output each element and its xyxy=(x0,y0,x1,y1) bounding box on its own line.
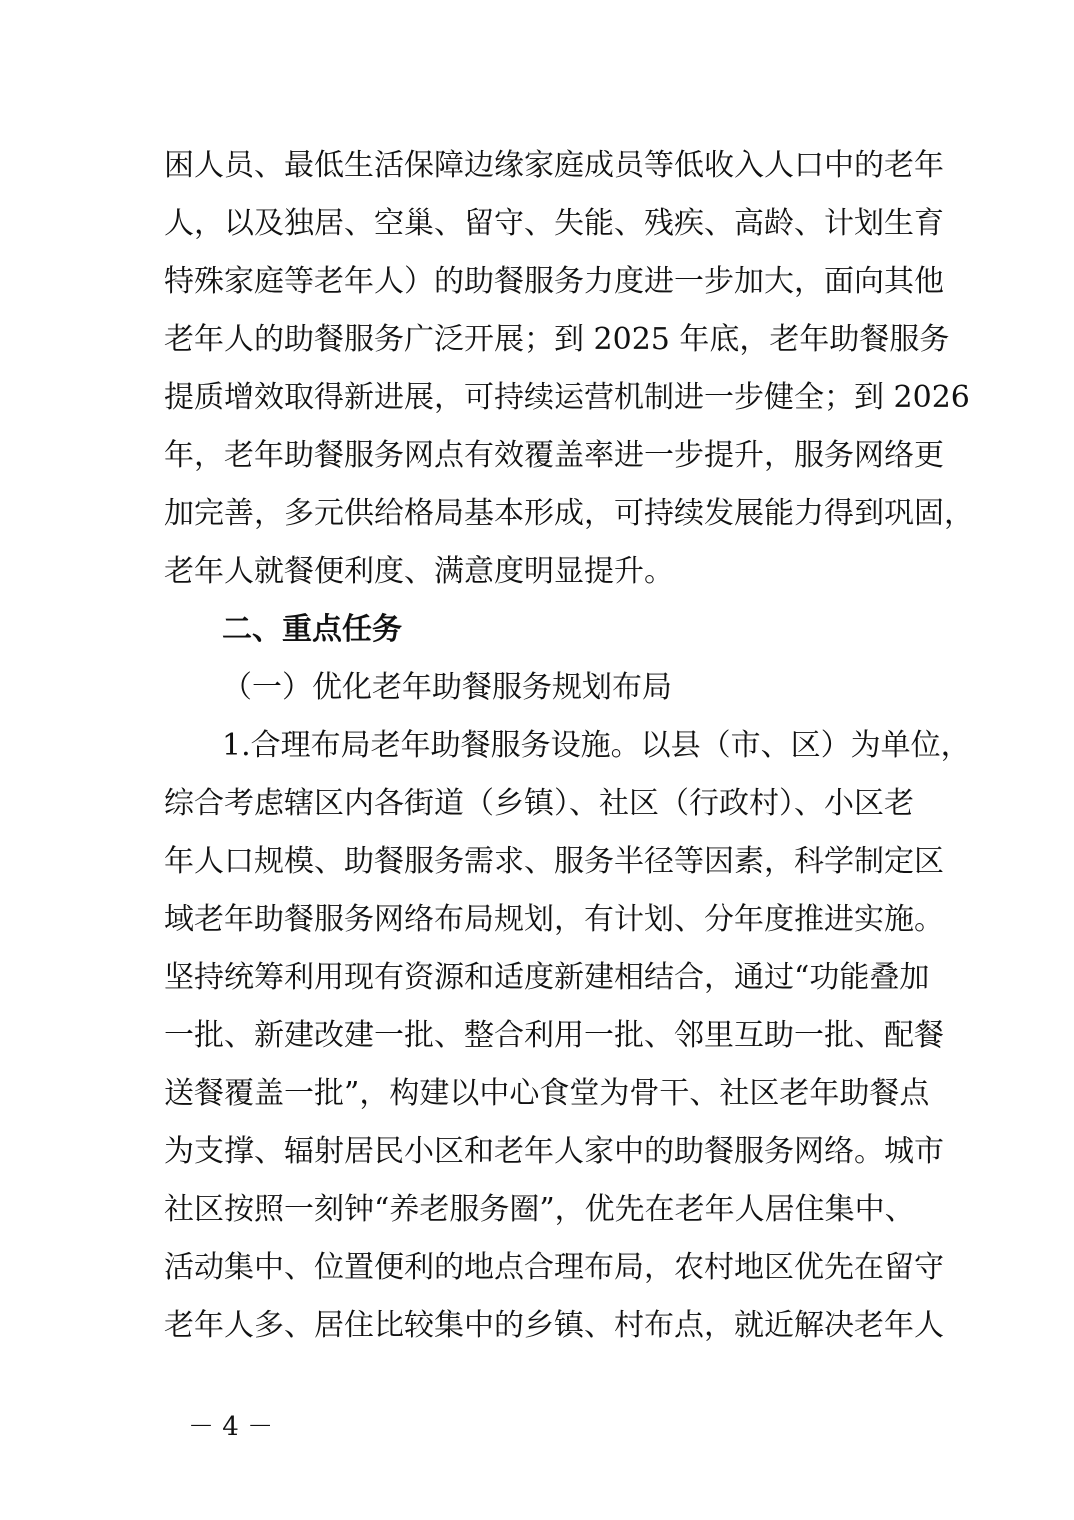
paragraph-line: 社区按照一刻钟“养老服务圈”，优先在老年人居住集中、 xyxy=(164,1192,915,1227)
paragraph-line: 人，以及独居、空巢、留守、失能、残疾、高龄、计划生育 xyxy=(164,206,944,241)
paragraph-line: 特殊家庭等老年人）的助餐服务力度进一步加大，面向其他 xyxy=(164,264,944,299)
paragraph-line: 坚持统筹利用现有资源和适度新建相结合，通过“功能叠加 xyxy=(164,960,930,995)
paragraph-line: 年，老年助餐服务网点有效覆盖率进一步提升，服务网络更 xyxy=(164,438,944,473)
paragraph-line: 年人口规模、助餐服务需求、服务半径等因素，科学制定区 xyxy=(164,844,944,879)
paragraph-line: 困人员、最低生活保障边缘家庭成员等低收入人口中的老年 xyxy=(164,148,944,183)
subsection-heading: （一）优化老年助餐服务规划布局 xyxy=(222,670,672,705)
paragraph-line: 综合考虑辖区内各街道（乡镇）、社区（行政村）、小区老 xyxy=(164,786,914,821)
paragraph-line: 老年人的助餐服务广泛开展；到 2025 年底，老年助餐服务 xyxy=(164,322,950,357)
paragraph-line: 送餐覆盖一批”，构建以中心食堂为骨干、社区老年助餐点 xyxy=(164,1076,930,1111)
paragraph-line: 1.合理布局老年助餐服务设施。以县（市、区）为单位， xyxy=(222,728,971,763)
paragraph-line: 域老年助餐服务网络布局规划，有计划、分年度推进实施。 xyxy=(164,902,944,937)
section-heading: 二、重点任务 xyxy=(222,612,402,647)
paragraph-line: 加完善，多元供给格局基本形成，可持续发展能力得到巩固， xyxy=(164,496,974,531)
paragraph-line: 为支撑、辐射居民小区和老年人家中的助餐服务网络。城市 xyxy=(164,1134,944,1169)
paragraph-line: 老年人多、居住比较集中的乡镇、村布点，就近解决老年人 xyxy=(164,1308,944,1343)
paragraph-line: 一批、新建改建一批、整合利用一批、邻里互助一批、配餐 xyxy=(164,1018,944,1053)
paragraph-line: 老年人就餐便利度、满意度明显提升。 xyxy=(164,554,674,589)
paragraph-line: 活动集中、位置便利的地点合理布局，农村地区优先在留守 xyxy=(164,1250,944,1285)
paragraph-line: 提质增效取得新进展，可持续运营机制进一步健全；到 2026 xyxy=(164,380,970,415)
page-number: － 4 － xyxy=(188,1412,274,1442)
